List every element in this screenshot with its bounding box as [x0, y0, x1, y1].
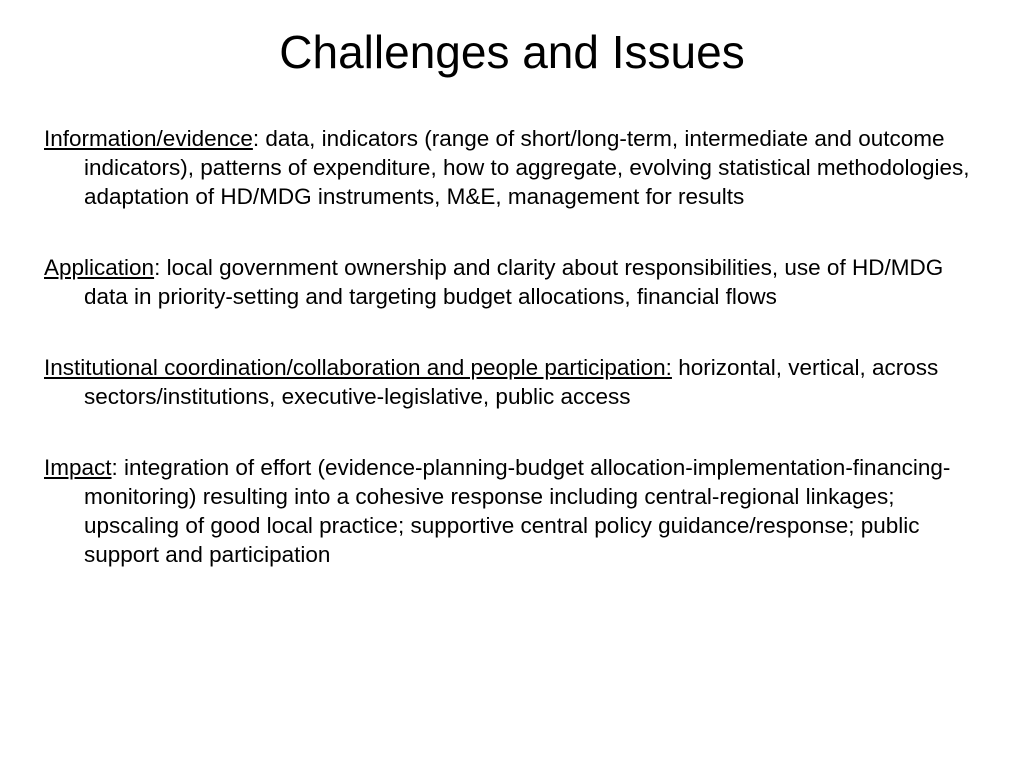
item-application — [44, 253, 984, 311]
item-impact — [44, 453, 984, 569]
item-term: Information/evidence — [44, 126, 253, 151]
slide-title: Challenges and Issues — [279, 26, 745, 78]
item-term: Application — [44, 255, 155, 280]
item-information-evidence — [44, 124, 984, 211]
slide-body — [44, 124, 984, 611]
item-institutional-coordination — [44, 353, 984, 411]
item-term: Institutional coordination/collaboration and people participation: — [44, 355, 672, 380]
item-text: horizontal, vertical, across sectors/institutions, executive-legislative, public access — [84, 355, 939, 409]
item-text: : integration of effort (evidence-planning-budget allocation-implementation-financing-monitoring) resulting into a cohesive response including central-regional linkages; upscaling of good local practice; supportive central policy guidance/response; public support and participation — [84, 455, 951, 567]
item-text: : local government ownership and clarity about responsibilities, use of HD/MDG data in priority-setting and targeting budget allocations, financial flows — [84, 255, 944, 309]
item-term: Impact — [44, 455, 112, 480]
item-text: : data, indicators (range of short/long-term, intermediate and outcome indicators), patterns of expenditure, how to aggregate, evolving statistical methodologies, adaptation of HD/MDG instruments, M&E, management for results — [84, 126, 970, 209]
